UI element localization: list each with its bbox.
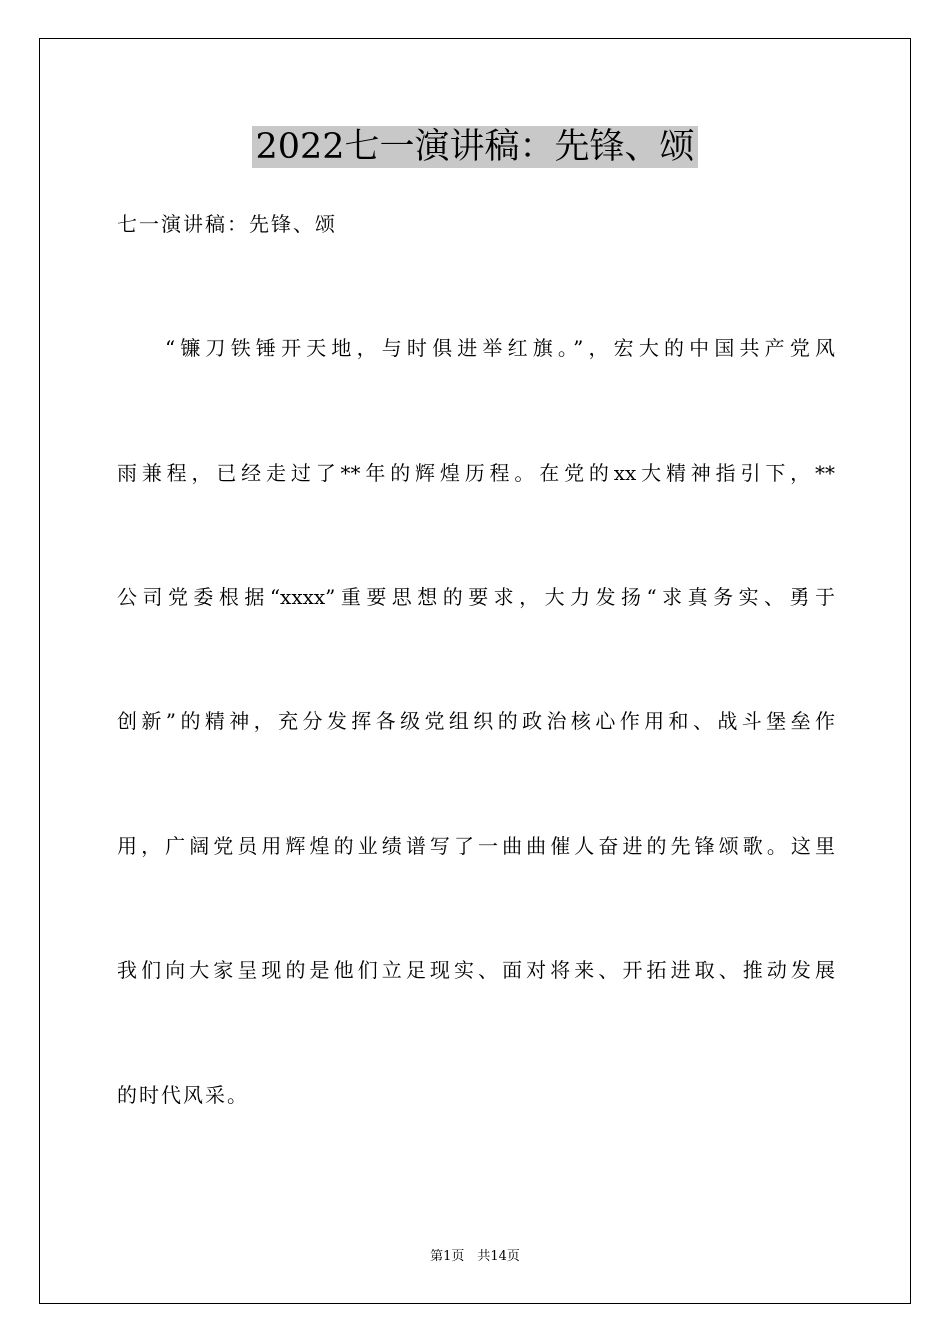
page-footer: 第1页 共14页 <box>430 1249 520 1264</box>
body-line-5: 用，广阔党员用辉煌的业绩谱写了一曲曲催人奋进的先锋颂歌。这里 <box>117 834 835 858</box>
title-container <box>0 126 950 168</box>
body-line-4: 创新”的精神，充分发挥各级党组织的政治核心作用和、战斗堡垒作 <box>117 709 835 733</box>
body-line-6: 我们向大家呈现的是他们立足现实、面对将来、开拓进取、推动发展 <box>117 958 835 982</box>
body-line-1: “镰刀铁锤开天地，与时俱进举红旗。”，宏大的中国共产党风 <box>165 336 835 360</box>
body-line-2: 雨兼程，已经走过了**年的辉煌历程。在党的xx大精神指引下，** <box>117 461 835 485</box>
document-subtitle: 七一演讲稿：先锋、颂 <box>117 212 337 236</box>
body-line-7: 的时代风采。 <box>117 1083 249 1107</box>
body-line-3: 公司党委根据“xxxx”重要思想的要求，大力发扬“求真务实、勇于 <box>117 585 835 609</box>
document-title: 2022七一演讲稿：先锋、颂 <box>252 126 697 168</box>
